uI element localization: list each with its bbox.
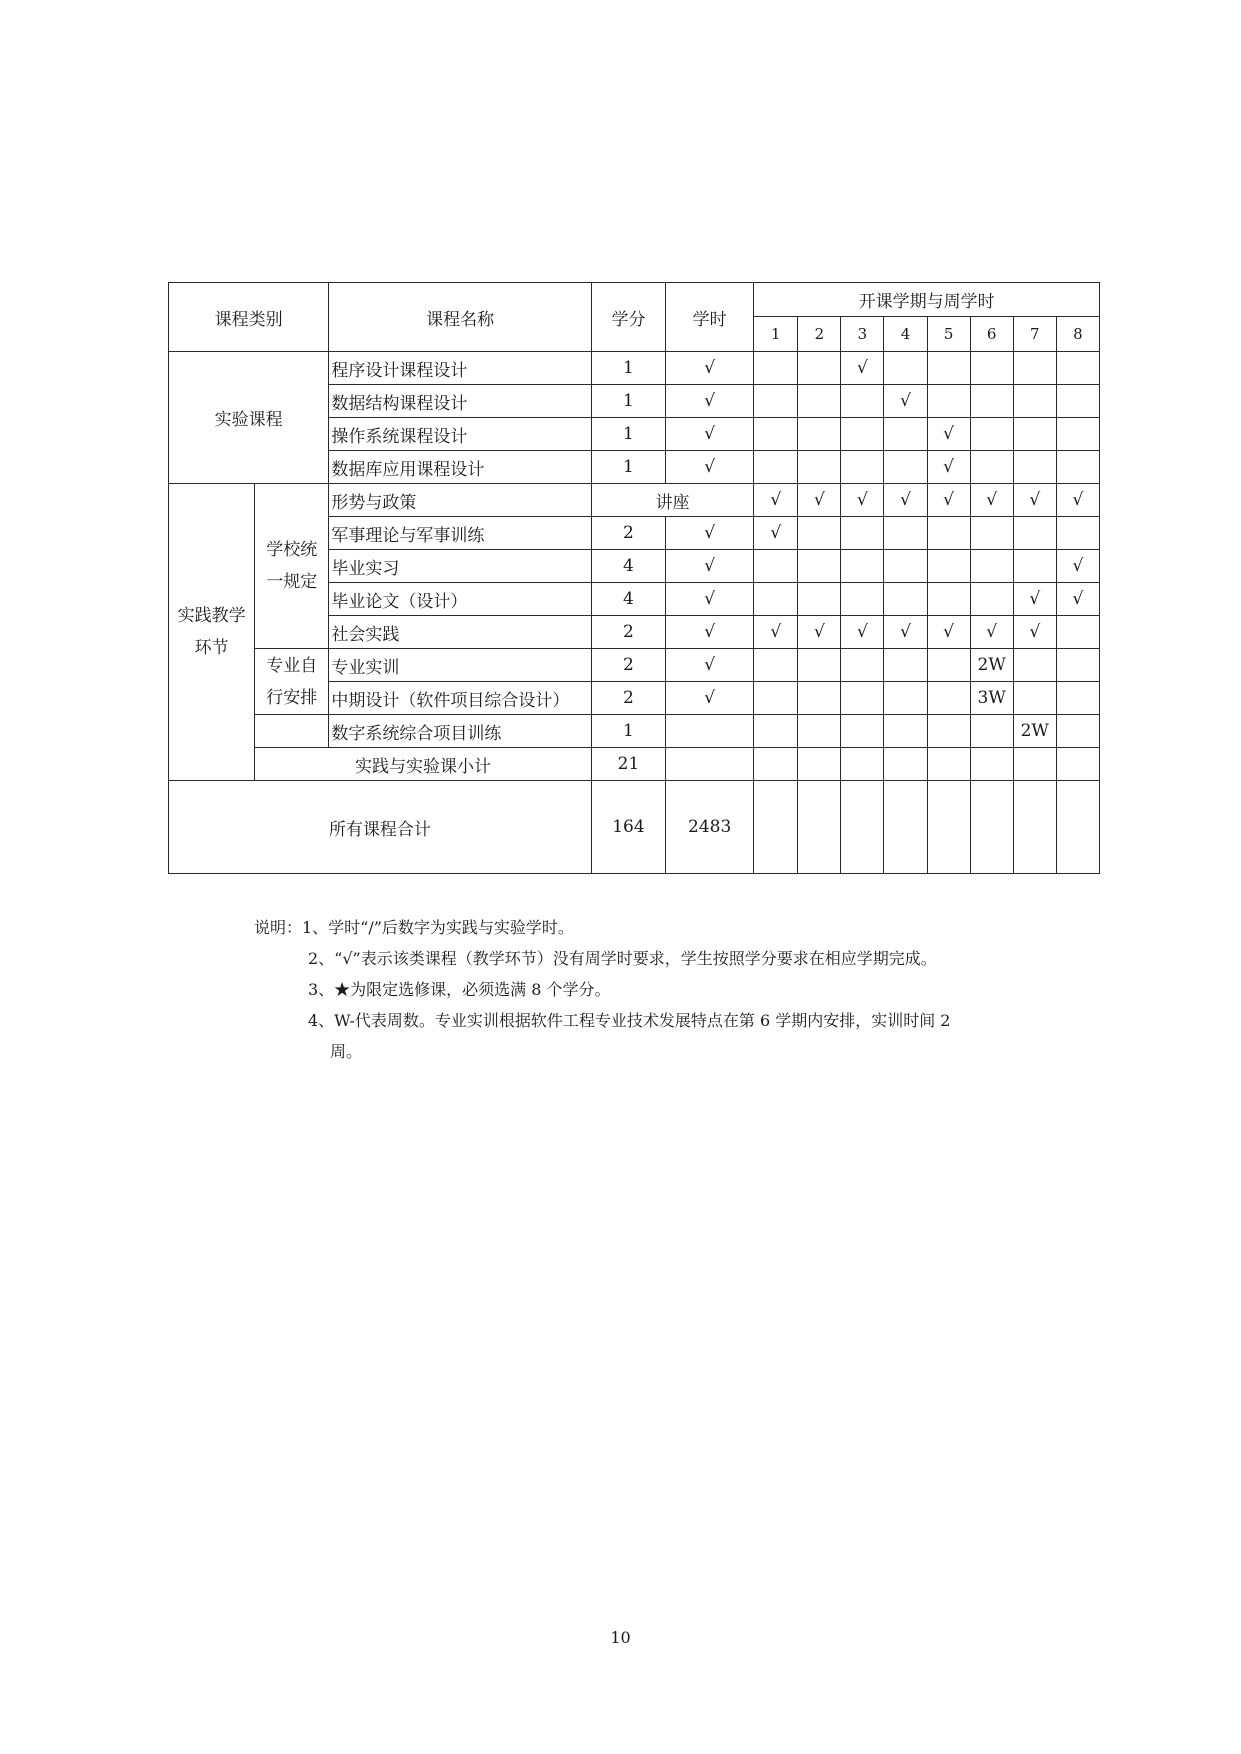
semester-cell xyxy=(927,517,970,550)
semester-cell xyxy=(798,517,841,550)
semester-cell xyxy=(754,583,798,616)
semester-cell: √ xyxy=(927,451,970,484)
semester-cell xyxy=(798,715,841,748)
semester-cell xyxy=(884,781,927,874)
course-name: 数字系统综合项目训练 xyxy=(329,715,592,748)
course-name: 中期设计（软件项目综合设计） xyxy=(329,682,592,715)
table-row xyxy=(169,649,1100,682)
semester-header: 2 xyxy=(798,317,841,352)
semester-cell xyxy=(1013,517,1056,550)
semester-cell xyxy=(798,418,841,451)
semester-cell xyxy=(798,451,841,484)
semester-header: 5 xyxy=(927,317,970,352)
header-name: 课程名称 xyxy=(329,283,592,352)
semester-cell xyxy=(970,748,1013,781)
semester-cell xyxy=(798,649,841,682)
semester-cell: √ xyxy=(1013,583,1056,616)
semester-cell: √ xyxy=(1056,484,1099,517)
semester-cell xyxy=(970,517,1013,550)
semester-header: 4 xyxy=(884,317,927,352)
semester-cell xyxy=(1056,781,1099,874)
semester-cell: √ xyxy=(970,616,1013,649)
semester-cell xyxy=(927,385,970,418)
note-line: 4、W-代表周数。专业实训根据软件工程专业技术发展特点在第 6 学期内安排，实训时间 2 xyxy=(308,1011,951,1030)
semester-cell xyxy=(841,682,884,715)
semester-cell xyxy=(754,748,798,781)
semester-cell: √ xyxy=(798,616,841,649)
semester-cell xyxy=(798,550,841,583)
course-hours: √ xyxy=(666,616,754,649)
semester-cell xyxy=(1056,616,1099,649)
course-name: 形势与政策 xyxy=(329,484,592,517)
semester-cell: √ xyxy=(884,484,927,517)
semester-cell: √ xyxy=(927,616,970,649)
semester-cell: √ xyxy=(1013,484,1056,517)
header-category: 课程类别 xyxy=(169,283,329,352)
semester-cell: √ xyxy=(1013,616,1056,649)
semester-cell xyxy=(754,451,798,484)
semester-cell xyxy=(927,352,970,385)
subtotal-credit: 21 xyxy=(591,748,665,781)
course-credit: 2 xyxy=(591,616,665,649)
header-semester-group: 开课学期与周学时 xyxy=(754,283,1100,317)
semester-cell: √ xyxy=(754,517,798,550)
semester-cell xyxy=(970,583,1013,616)
semester-cell xyxy=(884,352,927,385)
semester-cell xyxy=(927,781,970,874)
course-credit-hours: 讲座 xyxy=(591,484,753,517)
course-name: 毕业论文（设计） xyxy=(329,583,592,616)
semester-cell xyxy=(841,418,884,451)
semester-cell xyxy=(754,418,798,451)
course-hours: √ xyxy=(666,550,754,583)
table-row xyxy=(169,484,1100,517)
course-hours: √ xyxy=(666,418,754,451)
semester-cell xyxy=(841,583,884,616)
semester-cell xyxy=(841,748,884,781)
semester-cell xyxy=(754,649,798,682)
semester-cell xyxy=(1013,352,1056,385)
course-credit: 2 xyxy=(591,649,665,682)
note-line: 周。 xyxy=(330,1042,363,1061)
course-credit: 1 xyxy=(591,352,665,385)
course-credit: 1 xyxy=(591,715,665,748)
semester-cell xyxy=(1013,781,1056,874)
semester-cell xyxy=(754,550,798,583)
semester-cell xyxy=(970,550,1013,583)
course-hours xyxy=(666,715,754,748)
semester-cell xyxy=(1056,715,1099,748)
semester-cell xyxy=(970,418,1013,451)
semester-cell: 3W xyxy=(970,682,1013,715)
semester-cell xyxy=(1013,550,1056,583)
page-number: 10 xyxy=(610,1628,631,1647)
subtotal-label: 实践与实验课小计 xyxy=(255,748,592,781)
semester-cell xyxy=(798,583,841,616)
table-row xyxy=(169,715,1100,748)
semester-cell xyxy=(841,550,884,583)
semester-cell xyxy=(754,682,798,715)
semester-cell xyxy=(841,715,884,748)
course-hours: √ xyxy=(666,352,754,385)
semester-cell xyxy=(884,649,927,682)
semester-cell: √ xyxy=(927,484,970,517)
semester-cell: 2W xyxy=(970,649,1013,682)
semester-cell xyxy=(927,715,970,748)
semester-cell xyxy=(927,583,970,616)
semester-cell: √ xyxy=(754,484,798,517)
semester-cell xyxy=(1013,451,1056,484)
course-credit: 1 xyxy=(591,418,665,451)
subtotal-row xyxy=(169,748,1100,781)
semester-cell: √ xyxy=(884,616,927,649)
group-empty xyxy=(255,715,329,748)
semester-cell: √ xyxy=(841,484,884,517)
semester-cell xyxy=(1013,385,1056,418)
course-name: 毕业实习 xyxy=(329,550,592,583)
semester-cell xyxy=(798,385,841,418)
semester-cell: √ xyxy=(970,484,1013,517)
course-credit: 1 xyxy=(591,385,665,418)
semester-cell xyxy=(884,418,927,451)
note-line: 说明：1、学时“/”后数字为实践与实验学时。 xyxy=(254,918,574,937)
semester-cell xyxy=(970,451,1013,484)
semester-cell xyxy=(798,352,841,385)
course-credit: 2 xyxy=(591,517,665,550)
group-major-self: 专业自行安排 xyxy=(255,649,329,715)
semester-cell xyxy=(798,682,841,715)
course-credit: 4 xyxy=(591,583,665,616)
semester-cell: √ xyxy=(798,484,841,517)
course-credit: 2 xyxy=(591,682,665,715)
semester-cell xyxy=(927,682,970,715)
semester-cell: √ xyxy=(884,385,927,418)
course-credit: 4 xyxy=(591,550,665,583)
semester-cell xyxy=(1056,748,1099,781)
notes xyxy=(254,912,1074,1067)
semester-cell xyxy=(1056,418,1099,451)
semester-cell xyxy=(970,352,1013,385)
course-name: 程序设计课程设计 xyxy=(329,352,592,385)
semester-cell xyxy=(927,550,970,583)
semester-cell xyxy=(754,352,798,385)
semester-cell xyxy=(1056,517,1099,550)
semester-cell xyxy=(841,781,884,874)
semester-cell xyxy=(754,715,798,748)
semester-cell xyxy=(754,385,798,418)
semester-cell xyxy=(884,715,927,748)
semester-cell: √ xyxy=(754,616,798,649)
total-row xyxy=(169,781,1100,874)
semester-cell xyxy=(754,781,798,874)
curriculum-table xyxy=(168,282,1100,874)
course-hours: √ xyxy=(666,385,754,418)
semester-cell xyxy=(884,682,927,715)
course-name: 社会实践 xyxy=(329,616,592,649)
semester-cell: √ xyxy=(841,352,884,385)
semester-cell xyxy=(1013,418,1056,451)
semester-header: 8 xyxy=(1056,317,1099,352)
course-name: 数据结构课程设计 xyxy=(329,385,592,418)
course-name: 军事理论与军事训练 xyxy=(329,517,592,550)
semester-cell xyxy=(841,649,884,682)
course-credit: 1 xyxy=(591,451,665,484)
semester-cell xyxy=(841,385,884,418)
group-school-unified: 学校统一规定 xyxy=(255,484,329,649)
semester-cell xyxy=(927,649,970,682)
course-name: 操作系统课程设计 xyxy=(329,418,592,451)
semester-cell xyxy=(1056,385,1099,418)
semester-cell xyxy=(1056,352,1099,385)
semester-cell xyxy=(970,715,1013,748)
semester-cell xyxy=(884,451,927,484)
total-credit: 164 xyxy=(591,781,665,874)
semester-cell xyxy=(884,583,927,616)
group-lab: 实验课程 xyxy=(169,352,329,484)
subtotal-hours xyxy=(666,748,754,781)
semester-cell xyxy=(884,550,927,583)
semester-cell xyxy=(841,451,884,484)
semester-cell xyxy=(1056,649,1099,682)
course-hours: √ xyxy=(666,583,754,616)
semester-header: 1 xyxy=(754,317,798,352)
note-line: 3、★为限定选修课，必须选满 8 个学分。 xyxy=(308,980,611,999)
course-hours: √ xyxy=(666,682,754,715)
semester-cell xyxy=(970,385,1013,418)
semester-header: 7 xyxy=(1013,317,1056,352)
header-hours: 学时 xyxy=(666,283,754,352)
total-label: 所有课程合计 xyxy=(169,781,592,874)
semester-cell xyxy=(884,748,927,781)
course-name: 专业实训 xyxy=(329,649,592,682)
semester-cell: √ xyxy=(1056,550,1099,583)
semester-cell xyxy=(1013,748,1056,781)
semester-cell xyxy=(1056,451,1099,484)
semester-cell xyxy=(970,781,1013,874)
semester-cell xyxy=(798,748,841,781)
course-hours: √ xyxy=(666,649,754,682)
semester-header: 6 xyxy=(970,317,1013,352)
semester-cell: √ xyxy=(927,418,970,451)
semester-header: 3 xyxy=(841,317,884,352)
semester-cell: √ xyxy=(1056,583,1099,616)
semester-cell xyxy=(1013,682,1056,715)
course-hours: √ xyxy=(666,517,754,550)
group-practice: 实践教学环节 xyxy=(169,484,255,781)
course-name: 数据库应用课程设计 xyxy=(329,451,592,484)
header-credit: 学分 xyxy=(591,283,665,352)
semester-cell: √ xyxy=(841,616,884,649)
semester-cell xyxy=(1056,682,1099,715)
note-line: 2、“√”表示该类课程（教学环节）没有周学时要求，学生按照学分要求在相应学期完成。 xyxy=(308,949,937,968)
semester-cell xyxy=(798,781,841,874)
table-row xyxy=(169,352,1100,385)
semester-cell: 2W xyxy=(1013,715,1056,748)
semester-cell xyxy=(884,517,927,550)
course-hours: √ xyxy=(666,451,754,484)
total-hours: 2483 xyxy=(666,781,754,874)
semester-cell xyxy=(1013,649,1056,682)
semester-cell xyxy=(927,748,970,781)
semester-cell xyxy=(841,517,884,550)
